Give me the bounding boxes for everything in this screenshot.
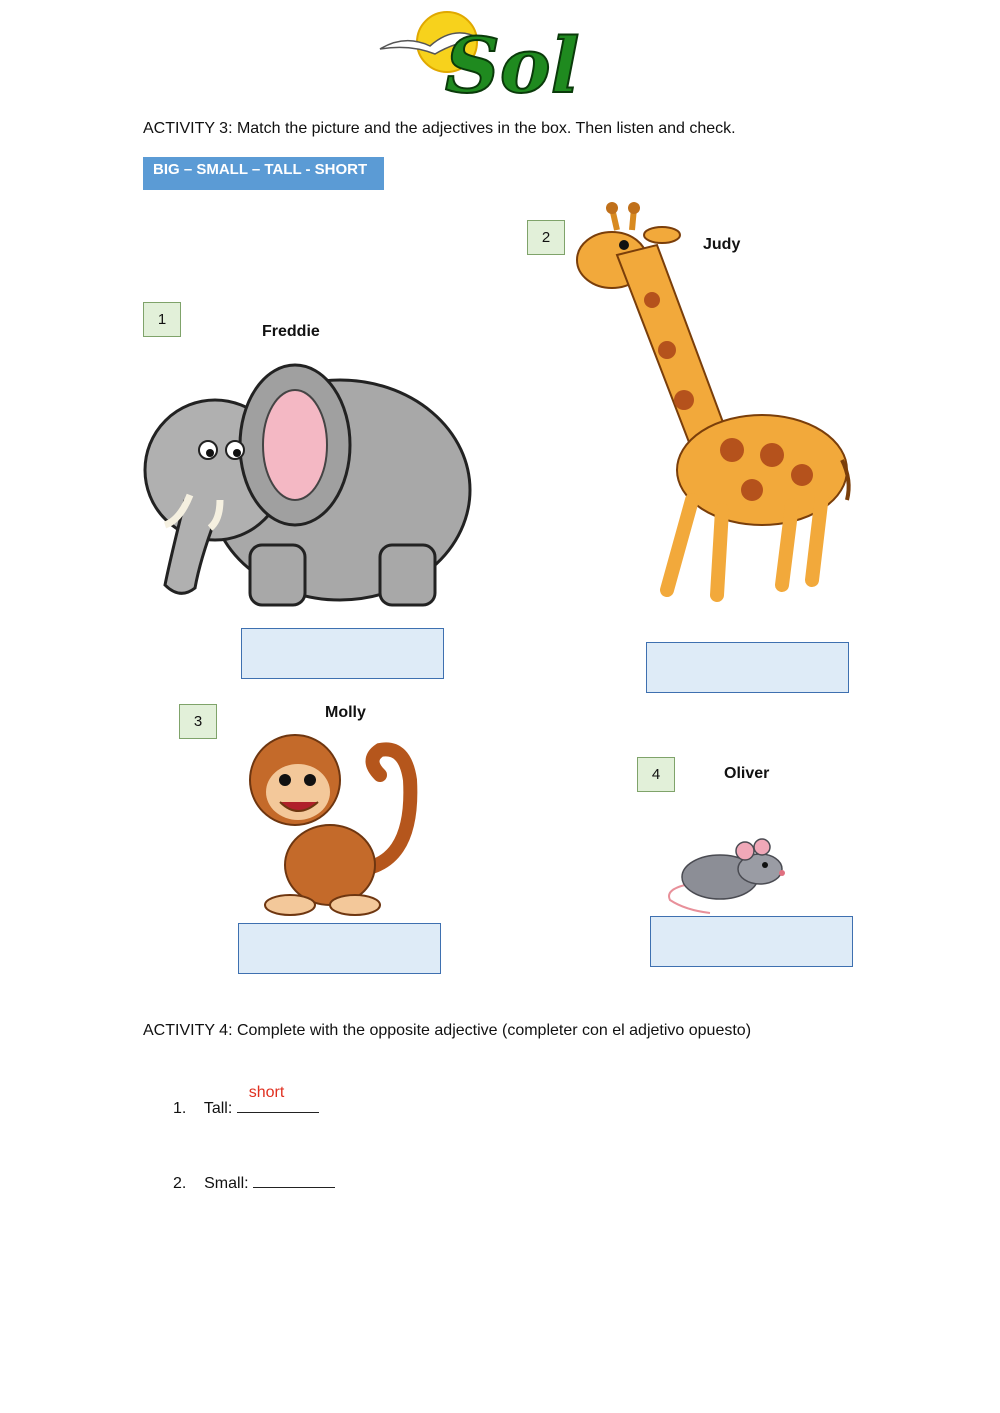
- answer-box-2[interactable]: [646, 642, 849, 693]
- answer-box-1[interactable]: [241, 628, 444, 679]
- item-label: Tall:: [203, 1100, 233, 1117]
- animal-name-judy: Judy: [703, 236, 741, 253]
- exercise-item-1: [173, 1084, 319, 1118]
- answer-blank-2[interactable]: [253, 1173, 335, 1188]
- exercise-item-2: [173, 1173, 335, 1193]
- animal-name-oliver: Oliver: [724, 765, 770, 782]
- number-box-4: 4: [637, 757, 675, 792]
- item-number: 1.: [173, 1100, 187, 1117]
- elephant-icon: [140, 360, 475, 615]
- item-number: 2.: [173, 1175, 187, 1192]
- giraffe-icon: [572, 200, 857, 605]
- answer-box-4[interactable]: [650, 916, 853, 967]
- adjective-word-box: BIG – SMALL – TALL - SHORT: [143, 157, 384, 190]
- logo-text: Sol: [445, 21, 580, 104]
- answer-box-3[interactable]: [238, 923, 441, 974]
- item-label: Small:: [204, 1175, 249, 1192]
- activity-3-instruction: ACTIVITY 3: Match the picture and the adjectives in the box. Then listen and check.: [143, 120, 736, 137]
- filled-answer: short: [248, 1084, 285, 1101]
- number-box-1: 1: [143, 302, 181, 337]
- monkey-icon: [240, 720, 425, 920]
- mouse-icon: [665, 835, 790, 915]
- number-box-2: 2: [527, 220, 565, 255]
- sol-logo: [375, 4, 590, 104]
- number-box-3: 3: [179, 704, 217, 739]
- answer-blank-1[interactable]: [237, 1084, 319, 1113]
- animal-name-freddie: Freddie: [262, 323, 320, 340]
- activity-4-instruction: ACTIVITY 4: Complete with the opposite adjective (completer con el adjetivo opuesto): [143, 1022, 752, 1039]
- animal-name-molly: Molly: [325, 704, 366, 721]
